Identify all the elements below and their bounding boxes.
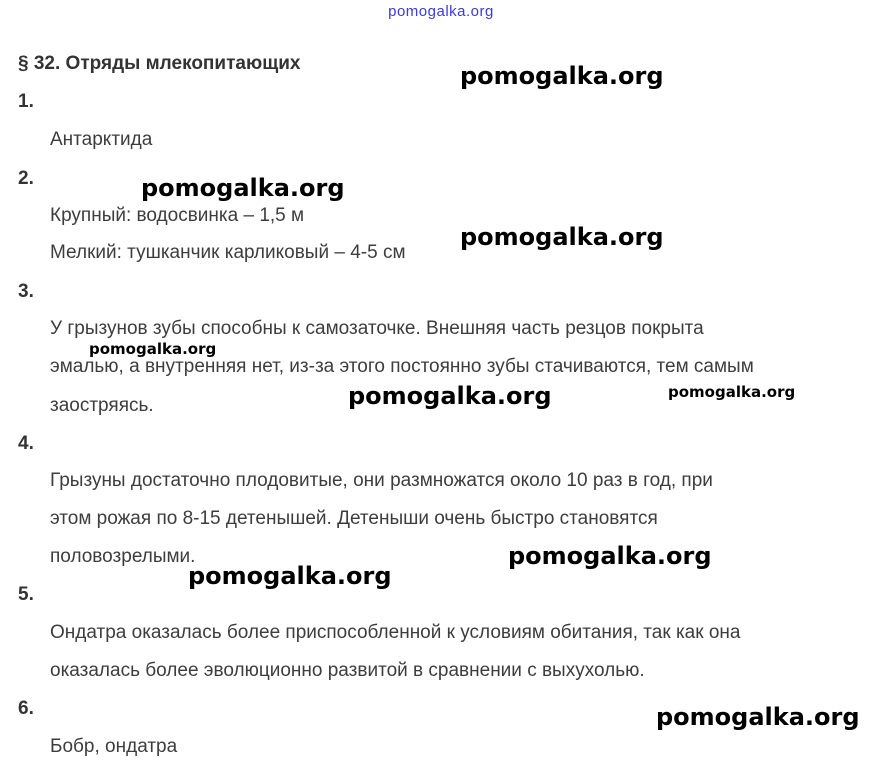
- answer-line: У грызунов зубы способны к самозаточке. Внешняя часть резцов покрыта: [50, 318, 704, 339]
- answer-line: эмалью, а внутренняя нет, из-за этого постоянно зубы стачиваются, тем самым: [50, 356, 754, 377]
- answer-line: половозрелыми.: [50, 546, 196, 567]
- watermark: pomogalka.org: [656, 703, 860, 731]
- answer-line: Антарктида: [50, 129, 153, 150]
- watermark: pomogalka.org: [460, 223, 664, 251]
- watermark: pomogalka.org: [141, 174, 345, 202]
- answer-line: Ондатра оказалась более приспособленной к условиям обитания, так как она: [50, 622, 741, 643]
- item-number: 6.: [18, 698, 34, 719]
- item-number: 1.: [18, 91, 34, 112]
- watermark: pomogalka.org: [508, 542, 712, 570]
- header-watermark[interactable]: pomogalka.org: [388, 3, 494, 20]
- answer-line: Крупный: водосвинка – 1,5 м: [50, 205, 305, 226]
- watermark: pomogalka.org: [460, 62, 664, 90]
- answer-line: Бобр, ондатра: [50, 736, 178, 757]
- item-number: 5.: [18, 584, 34, 605]
- watermark: pomogalka.org: [89, 340, 217, 358]
- section-title: § 32. Отряды млекопитающих: [18, 53, 301, 74]
- watermark: pomogalka.org: [348, 382, 552, 410]
- answer-line: этом рожая по 8-15 детенышей. Детеныши очень быстро становятся: [50, 508, 658, 529]
- item-number: 3.: [18, 281, 34, 302]
- answer-line: Мелкий: тушканчик карликовый – 4-5 см: [50, 242, 406, 263]
- answer-line: заостряясь.: [50, 395, 154, 416]
- item-number: 2.: [18, 168, 34, 189]
- answer-line: оказалась более эволюционно развитой в сравнении с выхухолью.: [50, 660, 645, 681]
- watermark: pomogalka.org: [188, 562, 392, 590]
- item-number: 4.: [18, 433, 34, 454]
- answer-line: Грызуны достаточно плодовитые, они размножатся около 10 раз в год, при: [50, 470, 713, 491]
- watermark: pomogalka.org: [668, 383, 796, 401]
